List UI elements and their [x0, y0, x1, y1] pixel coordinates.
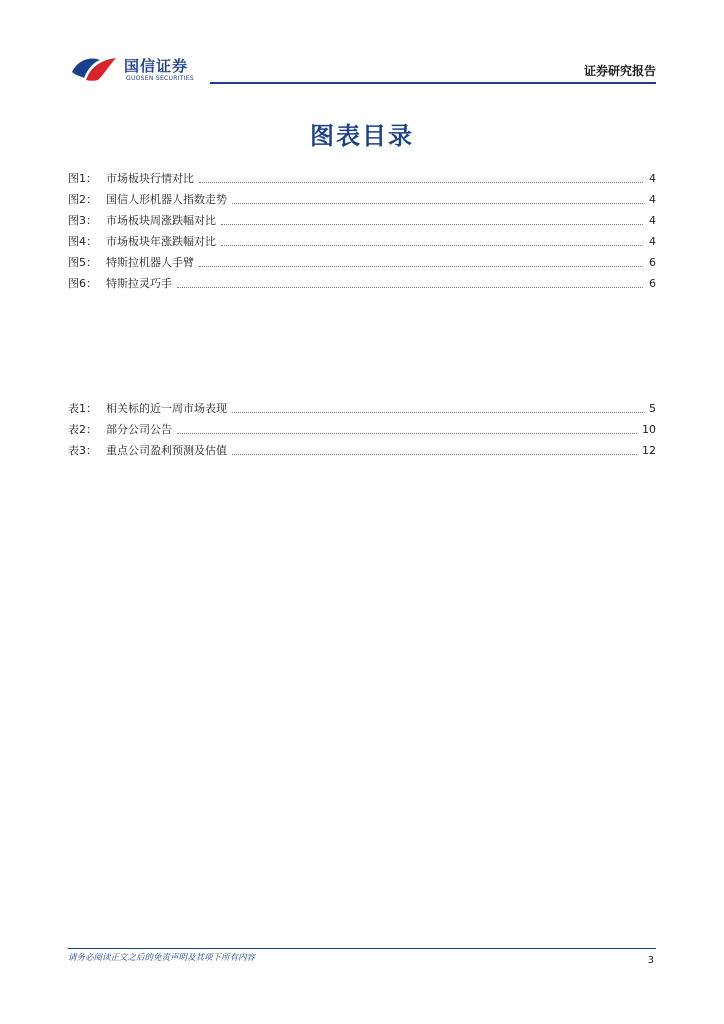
toc-entry-figure-1[interactable] — [68, 172, 656, 193]
dot-leader — [232, 444, 637, 455]
toc-page: 4 — [649, 214, 656, 227]
toc-number: 图3： — [68, 214, 97, 227]
toc-entry-figure-4[interactable] — [68, 235, 656, 256]
toc-entry-figure-6[interactable] — [68, 277, 656, 298]
toc-label: 市场板块行情对比 — [106, 172, 194, 185]
toc-page: 4 — [649, 193, 656, 206]
toc-number: 图4： — [68, 235, 97, 248]
toc-number: 表1： — [68, 402, 97, 415]
toc-entry-table-3[interactable] — [68, 444, 656, 465]
dot-leader — [221, 214, 643, 225]
toc-page: 6 — [649, 256, 656, 269]
toc-number: 图6： — [68, 277, 97, 290]
toc-entry-figure-3[interactable] — [68, 214, 656, 235]
dot-leader — [199, 172, 643, 183]
toc-entry-table-2[interactable] — [68, 423, 656, 444]
toc-number: 图2： — [68, 193, 97, 206]
guosen-logo — [70, 50, 210, 86]
toc-entry-figure-5[interactable] — [68, 256, 656, 277]
toc-label: 相关标的近一周市场表现 — [106, 402, 227, 415]
guosen-logo-icon — [70, 54, 120, 84]
dot-leader — [199, 256, 643, 267]
toc-label: 重点公司盈利预测及估值 — [106, 444, 227, 457]
page-header — [70, 48, 656, 84]
footer-disclaimer: 请务必阅读正文之后的免责声明及其项下所有内容 — [68, 953, 256, 963]
figure-list — [68, 172, 656, 298]
dot-leader — [232, 193, 643, 204]
footer-divider — [68, 948, 656, 949]
toc-label: 部分公司公告 — [106, 423, 172, 436]
header-divider — [210, 82, 656, 84]
toc-label: 市场板块年涨跌幅对比 — [106, 235, 216, 248]
page-title: 图表目录 — [310, 122, 414, 150]
dot-leader — [177, 277, 643, 288]
toc-label: 国信人形机器人指数走势 — [106, 193, 227, 206]
toc-label: 特斯拉机器人手臂 — [106, 256, 194, 269]
dot-leader — [221, 235, 643, 246]
page-number: 3 — [647, 955, 654, 966]
toc-page: 12 — [642, 444, 656, 457]
toc-label: 特斯拉灵巧手 — [106, 277, 172, 290]
toc-number: 图1： — [68, 172, 97, 185]
toc-label: 市场板块周涨跌幅对比 — [106, 214, 216, 227]
toc-page: 10 — [642, 423, 656, 436]
report-type: 证券研究报告 — [583, 64, 656, 78]
brand-name-cn: 国信证券 — [124, 57, 189, 75]
dot-leader — [232, 402, 643, 413]
brand-name-en: GUOSEN SECURITIES — [126, 75, 195, 82]
toc-number: 图5： — [68, 256, 97, 269]
toc-entry-table-1[interactable] — [68, 402, 656, 423]
toc-page: 4 — [649, 172, 656, 185]
dot-leader — [177, 423, 637, 434]
toc-page: 4 — [649, 235, 656, 248]
toc-number: 表3： — [68, 444, 97, 457]
toc-page: 5 — [649, 402, 656, 415]
toc-number: 表2： — [68, 423, 97, 436]
table-list — [68, 402, 656, 465]
toc-page: 6 — [649, 277, 656, 290]
toc-entry-figure-2[interactable] — [68, 193, 656, 214]
